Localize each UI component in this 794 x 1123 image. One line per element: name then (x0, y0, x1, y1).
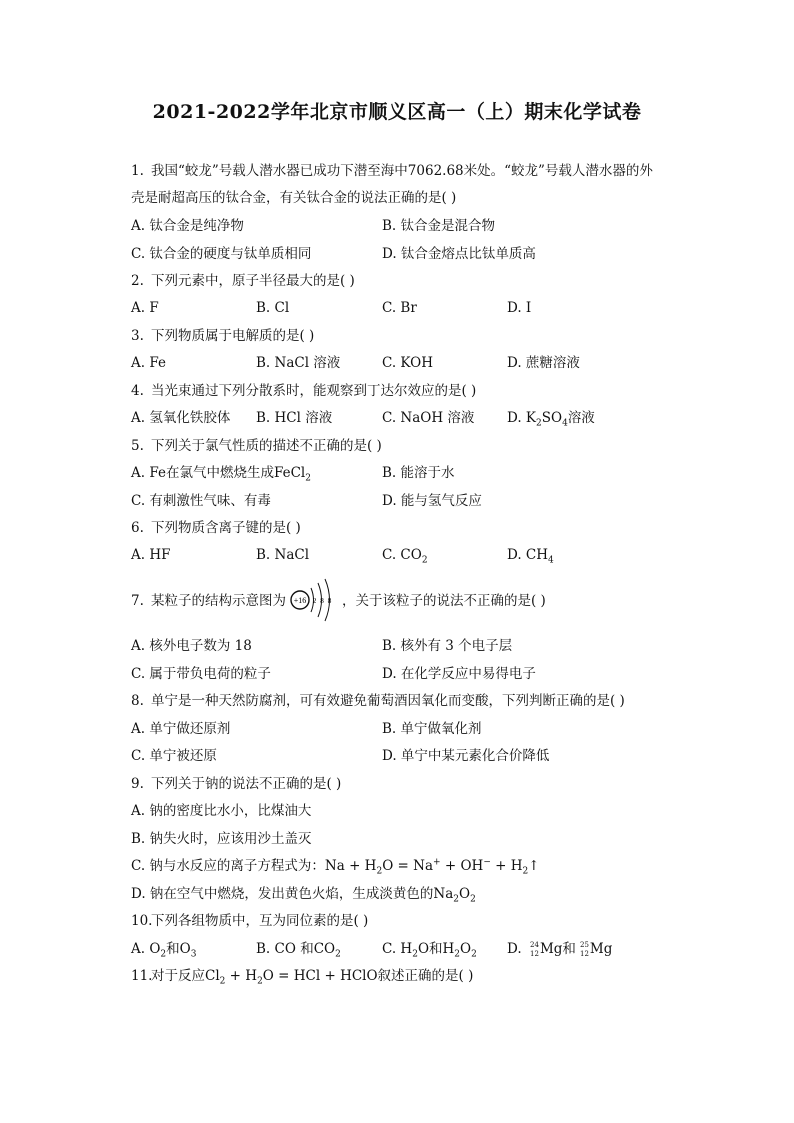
question-number: 6. (131, 520, 144, 536)
option-d: D. 单宁中某元素化合价降低 (382, 748, 550, 764)
option-a: A. Fe在氯气中燃烧生成FeCl$_2$ (131, 465, 311, 484)
question-text: 下列关于钠的说法不正确的是( ) (151, 776, 342, 792)
option-c: C. $CO_2$ (382, 547, 428, 566)
question-number: 5. (131, 438, 144, 454)
question-text: 下列物质含离子键的是( ) (151, 520, 301, 536)
question-text: 下列各组物质中，互为同位素的是( ) (151, 913, 369, 929)
option-d: D. I (507, 300, 532, 316)
option-b: B. NaCl 溶液 (256, 355, 341, 371)
nucleus-charge: +16 (293, 596, 307, 605)
option-a: A. F (131, 300, 159, 316)
question-number: 1. (131, 163, 144, 179)
question-number: 10. (131, 913, 153, 929)
option-c: C. Br (382, 300, 417, 316)
option-c: C. 属于带负电荷的粒子 (131, 666, 271, 682)
question-text-start: 某粒子的结构示意图为 (151, 593, 286, 609)
option-c: C. 钠与水反应的离子方程式为：$Na + H_2O = Na^+ + OH^-$ + $H_2↑$ (131, 857, 540, 877)
question-number: 3. (131, 328, 144, 344)
option-a: A. 钠的密度比水小，比煤油大 (131, 803, 312, 819)
option-b: B. HCl 溶液 (256, 410, 333, 426)
option-d: D. 蔗糖溶液 (507, 355, 580, 371)
option-b: B. 单宁做氧化剂 (382, 721, 482, 737)
question-number: 4. (131, 383, 144, 399)
shell-electrons-2: 8 (320, 596, 324, 605)
option-a: A. Fe (131, 355, 166, 371)
option-d: D. 能与氢气反应 (382, 493, 482, 509)
option-d: D. 24 12 Mg和 25 12 Mg (507, 940, 613, 958)
question-text: 对于反应$Cl_2 + H_2O$ = HCl + HClO叙述正确的是( ) (151, 968, 474, 987)
option-c: C. KOH (382, 355, 433, 371)
option-d: D. $CH_4$ (507, 547, 554, 566)
option-c: C. 钛合金的硬度与钛单质相同 (131, 246, 312, 262)
question-number: 8. (131, 693, 144, 709)
option-c: C. 有刺激性气味、有毒 (131, 493, 271, 509)
option-d: D. 钠在空气中燃烧，发出黄色火焰，生成淡黄色的$Na_2O_2$ (131, 886, 476, 905)
shell-electrons-3: 8 (327, 596, 332, 605)
question-text: 下列元素中，原子半径最大的是( ) (151, 273, 355, 289)
question-number: 11. (131, 968, 153, 984)
option-a: A. 钛合金是纯净物 (131, 218, 244, 234)
option-c: C. NaOH 溶液 (382, 410, 475, 426)
option-b: B. 能溶于水 (382, 465, 455, 481)
option-b: B. 核外有 3 个电子层 (382, 638, 513, 654)
atomic-structure-diagram (289, 576, 341, 624)
option-a: A. HF (131, 547, 171, 563)
shell-electrons-1: 2 (312, 596, 317, 605)
question-number: 7. (131, 593, 144, 609)
question-text: 壳是耐超高压的钛合金，有关钛合金的说法正确的是( ) (131, 190, 457, 206)
option-d: D. $K_2SO_4$溶液 (507, 410, 595, 429)
option-a: A. 单宁做还原剂 (131, 721, 231, 737)
option-b: B. NaCl (256, 547, 310, 563)
question-text: 当光束通过下列分散系时，能观察到丁达尔效应的是( ) (151, 383, 477, 399)
option-d: D. 在化学反应中易得电子 (382, 666, 536, 682)
option-c: C. $H_2O$和$H_2O_2$ (382, 941, 477, 960)
option-a: A. 氢氧化铁胶体 (131, 410, 231, 426)
option-b: B. CO 和$CO_2$ (256, 941, 341, 960)
option-a: A. $O_2$和$O_3$ (131, 941, 197, 960)
question-text: 我国“蛟龙”号载人潜水器已成功下潜至海中7062.68米处。“蛟龙”号载人潜水器的外 (151, 163, 653, 179)
page-title: 2021-2022学年北京市顺义区高一（上）期末化学试卷 (152, 101, 642, 123)
option-b: B. Cl (256, 300, 290, 316)
question-text: 下列物质属于电解质的是( ) (151, 328, 315, 344)
option-b: B. 钛合金是混合物 (382, 218, 496, 234)
question-text: 单宁是一种天然防腐剂，可有效避免葡萄酒因氧化而变酸，下列判断正确的是( ) (151, 693, 625, 709)
question-number: 2. (131, 273, 144, 289)
question-text: 下列关于氯气性质的描述不正确的是( ) (151, 438, 382, 454)
option-b: B. 钠失火时，应该用沙土盖灭 (131, 831, 312, 847)
question-number: 9. (131, 776, 144, 792)
isotope-notation: 24 12 (530, 940, 539, 958)
option-a: A. 核外电子数为 18 (131, 638, 252, 654)
question-text-end: ，关于该粒子的说法不正确的是( ) (342, 593, 546, 609)
isotope-notation: 25 12 (579, 940, 589, 958)
option-c: C. 单宁被还原 (131, 748, 217, 764)
option-d: D. 钛合金熔点比钛单质高 (382, 246, 536, 262)
